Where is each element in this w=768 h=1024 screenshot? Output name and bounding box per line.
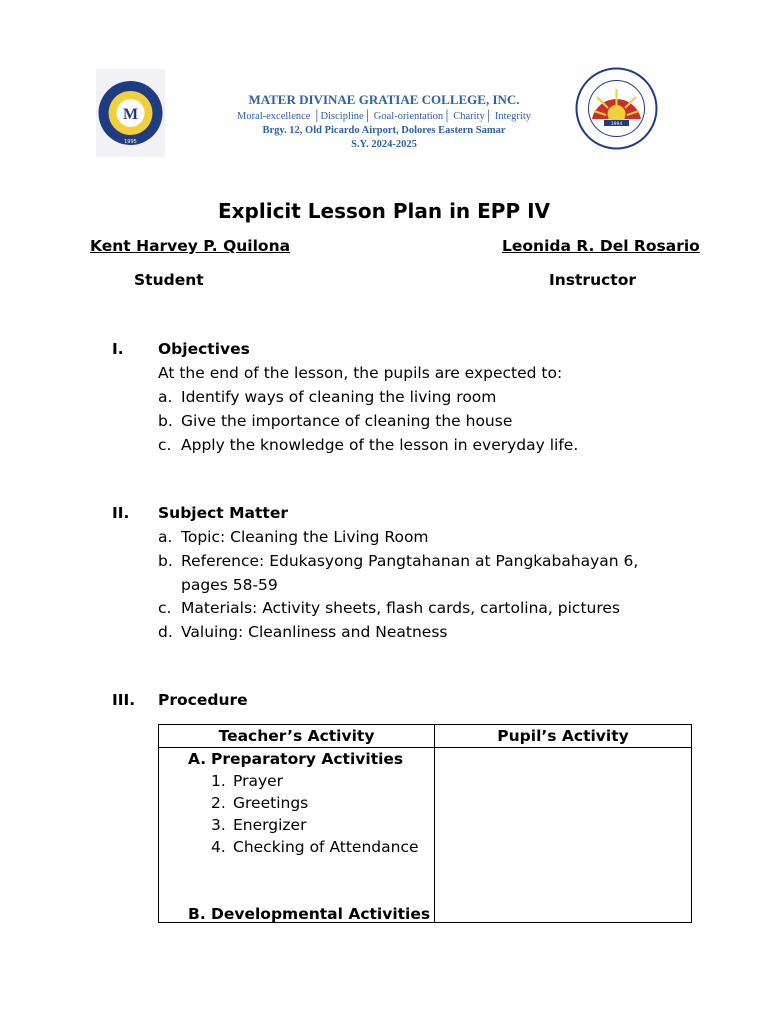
section-title-subject-matter: Subject Matter [158,504,288,522]
instructor-role: Instructor [549,271,637,289]
subject-item: Materials: Activity sheets, flash cards, cartolina, pictures [181,599,620,617]
list-item-letter: b. [158,412,173,430]
objective-item: Give the importance of cleaning the house [181,412,513,430]
section-title-objectives: Objectives [158,340,250,358]
subject-item-continuation: pages 58-59 [181,576,278,594]
school-name: MATER DIVINAE GRATIAE COLLEGE, INC. [248,92,520,107]
step-number: 1. [211,772,226,790]
student-name: Kent Harvey P. Quilona [90,237,291,255]
school-year: S.Y. 2024-2025 [351,139,417,150]
objectives-intro: At the end of the lesson, the pupils are expected to: [158,364,563,382]
list-item-letter: a. [158,388,173,406]
core-values: Moral-excellence │Discipline│ Goal-orientation│ Charity│ Integrity [236,111,531,122]
table-header-row [159,725,692,748]
list-item-letter: a. [158,528,173,546]
column-header-teacher: Teacher’s Activity [159,725,435,748]
part-letter: B. [188,905,206,923]
value-item: Goal-orientation [373,111,444,122]
value-item: Moral-excellence [236,111,311,122]
subject-item: Reference: Edukasyong Pangtahanan at Pangkabahayan 6, [181,552,639,570]
subject-item: Topic: Cleaning the Living Room [181,528,429,546]
svg-text:1994: 1994 [610,122,623,127]
page-title: Explicit Lesson Plan in EPP IV [217,199,550,223]
value-item: Integrity [494,111,531,122]
value-item: Charity [453,111,485,122]
list-item-letter: b. [158,552,173,570]
part-title: Preparatory Activities [211,750,404,768]
step-number: 3. [211,816,226,834]
part-title: Developmental Activities [211,905,431,923]
list-item-letter: d. [158,623,173,641]
step-item: Energizer [233,816,307,834]
college-logo [96,69,165,157]
school-address: Brgy. 12, Old Picardo Airport, Dolores Eastern Samar [262,125,506,136]
column-header-pupil: Pupil’s Activity [435,725,692,748]
objective-item: Identify ways of cleaning the living room [181,388,497,406]
step-item: Checking of Attendance [233,838,419,856]
step-item: Prayer [233,772,284,790]
ched-logo [575,67,658,150]
instructor-name: Leonida R. Del Rosario [502,237,700,255]
list-item-letter: c. [158,599,172,617]
step-item: Greetings [233,794,309,812]
section-number: II. [112,504,130,522]
student-role: Student [134,271,204,289]
step-number: 4. [211,838,226,856]
section-number: I. [112,340,124,358]
table-row [159,748,692,923]
pupil-activity-cell [435,748,692,923]
objective-item: Apply the knowledge of the lesson in everyday life. [181,436,579,454]
part-letter: A. [188,750,207,768]
svg-text:1995: 1995 [124,139,137,145]
procedure-table [158,724,692,923]
teacher-activity-cell [159,748,435,923]
section-title-procedure: Procedure [158,691,248,709]
step-number: 2. [211,794,226,812]
section-number: III. [112,691,136,709]
list-item-letter: c. [158,436,172,454]
svg-text:M: M [122,106,139,123]
subject-item: Valuing: Cleanliness and Neatness [181,623,448,641]
value-item: Discipline [320,111,364,122]
